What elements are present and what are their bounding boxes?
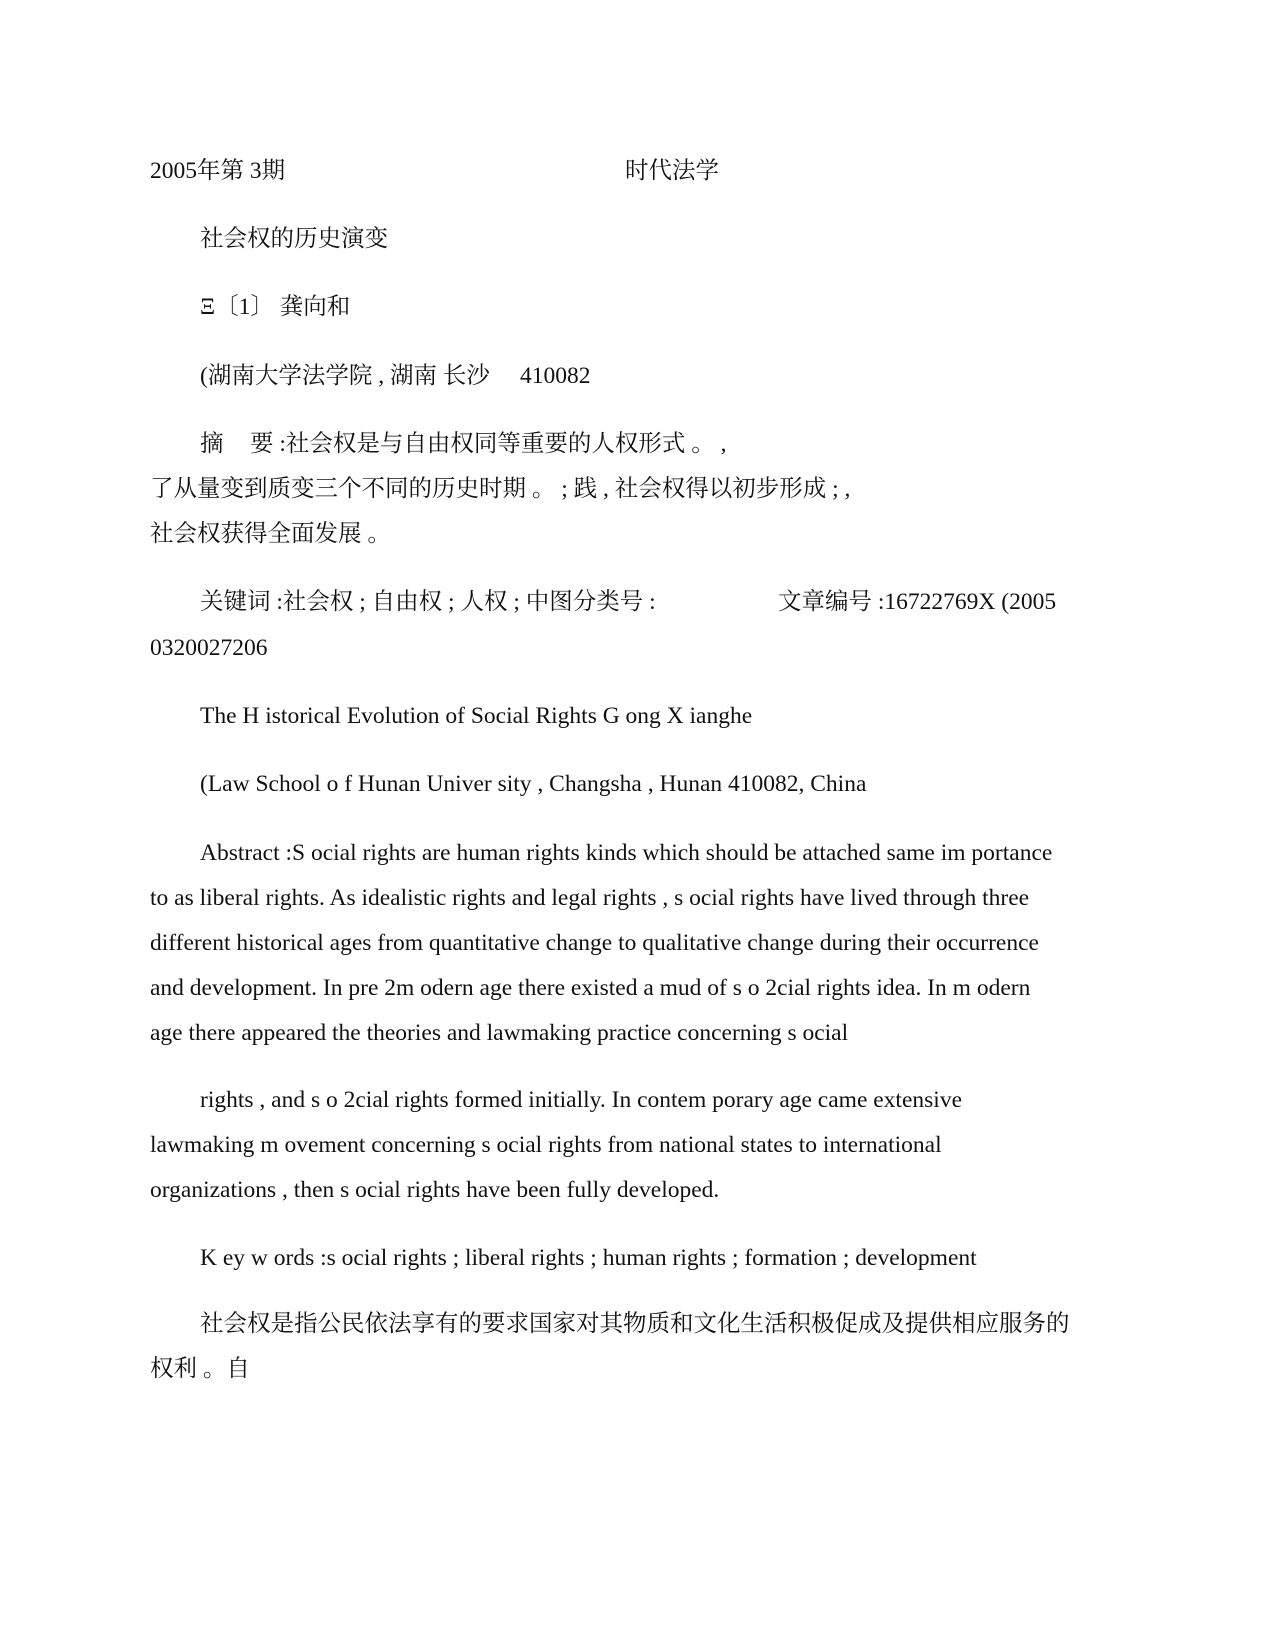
abstract-cn-line3: 社会权获得全面发展 。 — [150, 521, 391, 547]
abstract-en-line: organizations , then s ocial rights have been fully developed. — [150, 1177, 720, 1203]
article-number: 文章编号 :16722769X (2005 — [778, 589, 1057, 615]
journal-name: 时代法学 — [625, 158, 719, 184]
affiliation-postcode: 410082 — [520, 363, 591, 389]
title-en: The H istorical Evolution of Social Rights G ong X ianghe — [200, 703, 753, 729]
abstract-cn-line2: 了从量变到质变三个不同的历史时期 。 ; 践 , 社会权得以初步形成 ; , — [150, 476, 851, 502]
affiliation-cn: (湖南大学法学院 , 湖南 长沙 — [200, 363, 490, 389]
abstract-en-line: lawmaking m ovement concerning s ocial rights from national states to international — [150, 1132, 942, 1158]
abstract-cn-label: 摘 — [200, 431, 224, 457]
body-cn-line2: 权利 。自 — [150, 1356, 250, 1382]
abstract-en-line: and development. In pre 2m odern age there existed a mud of s o 2cial rights idea. In m odern — [150, 975, 1031, 1001]
abstract-en-line: rights , and s o 2cial rights formed initially. In contem porary age came extensive — [200, 1087, 962, 1113]
abstract-en-line: age there appeared the theories and lawmaking practice concerning s ocial — [150, 1020, 849, 1046]
body-cn-line1: 社会权是指公民依法享有的要求国家对其物质和文化生活积极促成及提供相应服务的 — [200, 1311, 1070, 1337]
abstract-en-line: different historical ages from quantitative change to qualitative change during their occurrence — [150, 930, 1039, 956]
author-cn: Ξ〔1〕 龚向和 — [200, 294, 351, 320]
issue-number: 2005年第 3期 — [150, 158, 286, 184]
article-number-cont: 0320027206 — [150, 635, 268, 661]
abstract-en-line: to as liberal rights. As idealistic rights and legal rights , s ocial rights have lived through three — [150, 885, 1030, 911]
abstract-cn-line1: 要 :社会权是与自由权同等重要的人权形式 。 , — [250, 431, 727, 457]
abstract-en-line: Abstract :S ocial rights are human rights kinds which should be attached same im portance — [200, 840, 1053, 866]
keywords-en: K ey w ords :s ocial rights ; liberal rights ; human rights ; formation ; development — [200, 1245, 977, 1271]
affiliation-en: (Law School o f Hunan Univer sity , Changsha , Hunan 410082, China — [200, 771, 867, 797]
title-cn: 社会权的历史演变 — [200, 226, 388, 252]
keywords-cn: 关键词 :社会权 ; 自由权 ; 人权 ; 中图分类号 : — [200, 589, 656, 615]
